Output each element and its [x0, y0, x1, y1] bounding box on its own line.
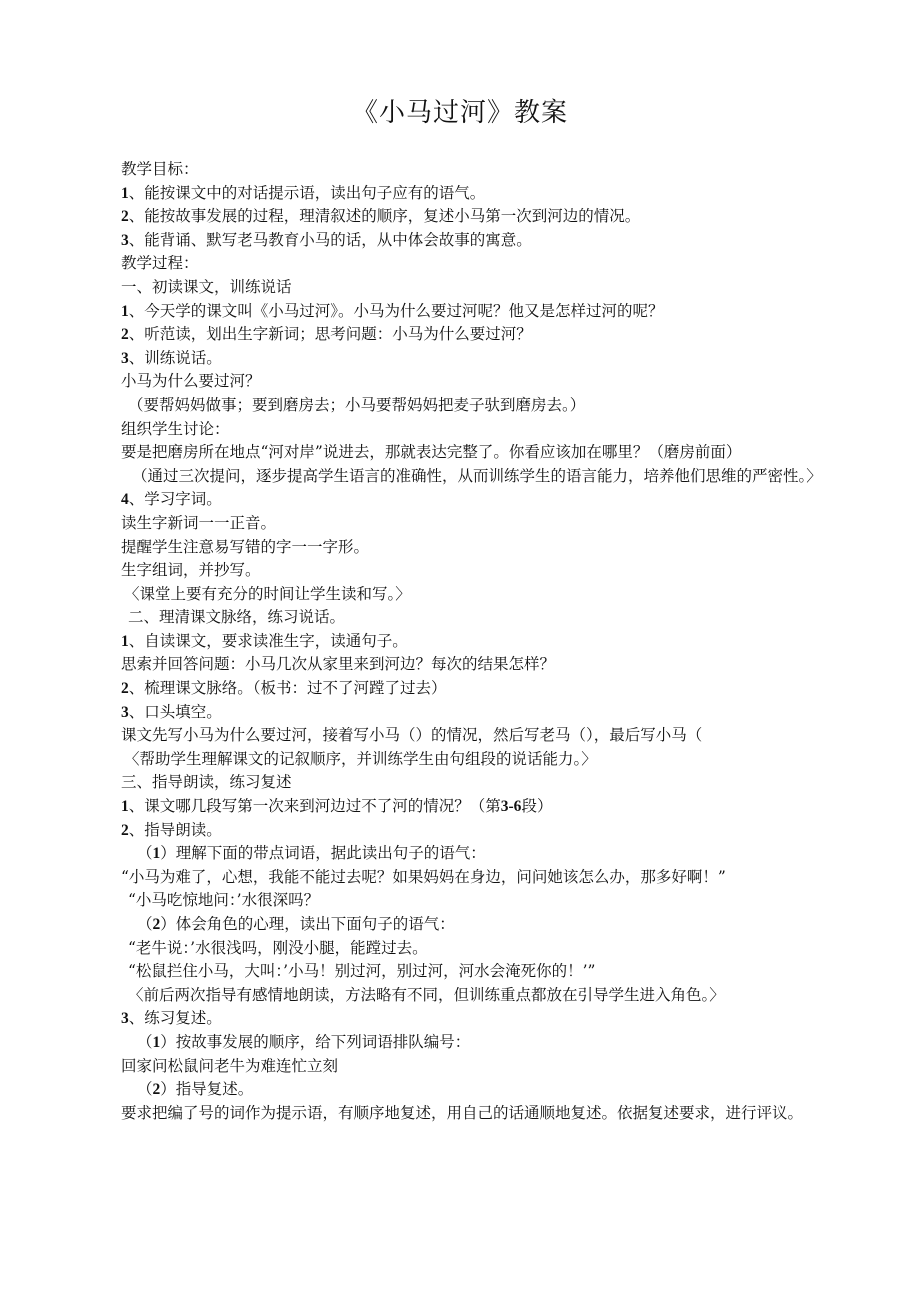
quote-line: “老牛说：’水很浅吗，刚没小腿，能蹚过去。: [128, 938, 428, 957]
section-heading: 二、理清课文脉络，练习说话。: [128, 608, 346, 627]
text-line: 2、能按故事发展的过程，理清叙述的顺序，复述小马第一次到河边的情况。: [121, 207, 641, 226]
text-paragraph: 要求把编了号的词作为提示语，有顺序地复述，用自己的话通顺地复述。依据复述要求，进行评议。: [121, 1103, 804, 1122]
text-line: 教学目标：: [121, 160, 199, 178]
text-line: 要是把磨房所在地点“河对岸”说进去，那就表达完整了。你看应该加在哪里？（磨房前面）: [121, 443, 742, 462]
text-line: 思索并回答问题：小马几次从家里来到河边？每次的结果怎样？: [121, 655, 556, 674]
text-line: （1）理解下面的带点词语，据此读出句子的语气：: [137, 844, 486, 863]
text-line: 2、梳理课文脉络。（板书：过不了河蹚了过去）: [121, 679, 447, 698]
quote-line: “松鼠拦住小马，大叫：’小马！别过河，别过河，河水会淹死你的！’”: [128, 962, 596, 981]
text-line: （要帮妈妈做事；要到磨房去；小马要帮妈妈把麦子驮到磨房去。）: [128, 395, 586, 414]
text-line: 课文先写小马为什么要过河，接着写小马（）的情况，然后写老马（），最后写小马（: [121, 726, 703, 745]
text-line: 1、自读课文，要求读准生字，读通句子。: [121, 631, 408, 650]
section-heading: 一、初读课文，训练说话: [121, 277, 292, 296]
text-line: 1、今天学的课文叫《小马过河》。小马为什么要过河呢？他又是怎样过河的呢？: [121, 301, 664, 320]
text-line: 4、学习字词。: [121, 490, 222, 509]
text-line: 3、练习复述。: [121, 1009, 222, 1028]
text-line: 2、听范读，划出生字新词；思考问题：小马为什么要过河？: [121, 325, 532, 344]
page-title: 《小马过河》教案: [351, 98, 568, 128]
text-line: （2）指导复述。: [137, 1080, 254, 1099]
text-line: 3、口头填空。: [121, 702, 222, 721]
text-line: 〈课堂上要有充分的时间让学生读和写。〉: [124, 584, 411, 603]
text-line: 1、能按课文中的对话提示语，读出句子应有的语气。: [121, 183, 486, 202]
text-line: 回家问松鼠问老牛为难连忙立刻: [121, 1056, 339, 1075]
section-heading: 三、指导朗读，练习复述: [121, 773, 292, 792]
text-line: 3、训练说话。: [121, 348, 222, 367]
text-line: 读生字新词一一正音。: [121, 513, 277, 532]
text-paragraph: （通过三次提问，逐步提高学生语言的准确性，从而训练学生的语言能力，培养他们思维的严密性。〉: [132, 466, 822, 485]
text-line: 1、课文哪几段写第一次来到河边过不了河的情况？（第3-6段）: [121, 797, 553, 816]
text-line: （2）体会角色的心理，读出下面句子的语气：: [137, 915, 455, 933]
text-line: 〈前后两次指导有感情地朗读，方法略有不同，但训练重点都放在引导学生进入角色。〉: [128, 985, 725, 1004]
text-line: 组织学生讨论：: [121, 419, 230, 438]
quote-line: “小马吃惊地问：’水很深吗？: [128, 891, 320, 910]
text-line: （1）按故事发展的顺序，给下列词语排队编号：: [137, 1032, 471, 1051]
text-line: 〈帮助学生理解课文的记叙顺序，并训练学生由句组段的说话能力。〉: [124, 749, 597, 768]
text-line: 教学过程：: [121, 254, 199, 273]
quote-line: “小马为难了，心想，我能不能过去呢？如果妈妈在身边，问问她该怎么办，那多好啊！”: [121, 867, 726, 886]
text-line: 3、能背诵、默写老马教育小马的话，从中体会故事的寓意。: [121, 230, 532, 249]
text-line: 提醒学生注意易写错的字一一字形。: [121, 537, 370, 556]
document-body: [88, 158, 828, 1125]
text-line: 小马为什么要过河？: [121, 372, 261, 391]
text-line: 生字组词，并抄写。: [121, 561, 261, 580]
text-line: 2、指导朗读。: [121, 820, 222, 839]
